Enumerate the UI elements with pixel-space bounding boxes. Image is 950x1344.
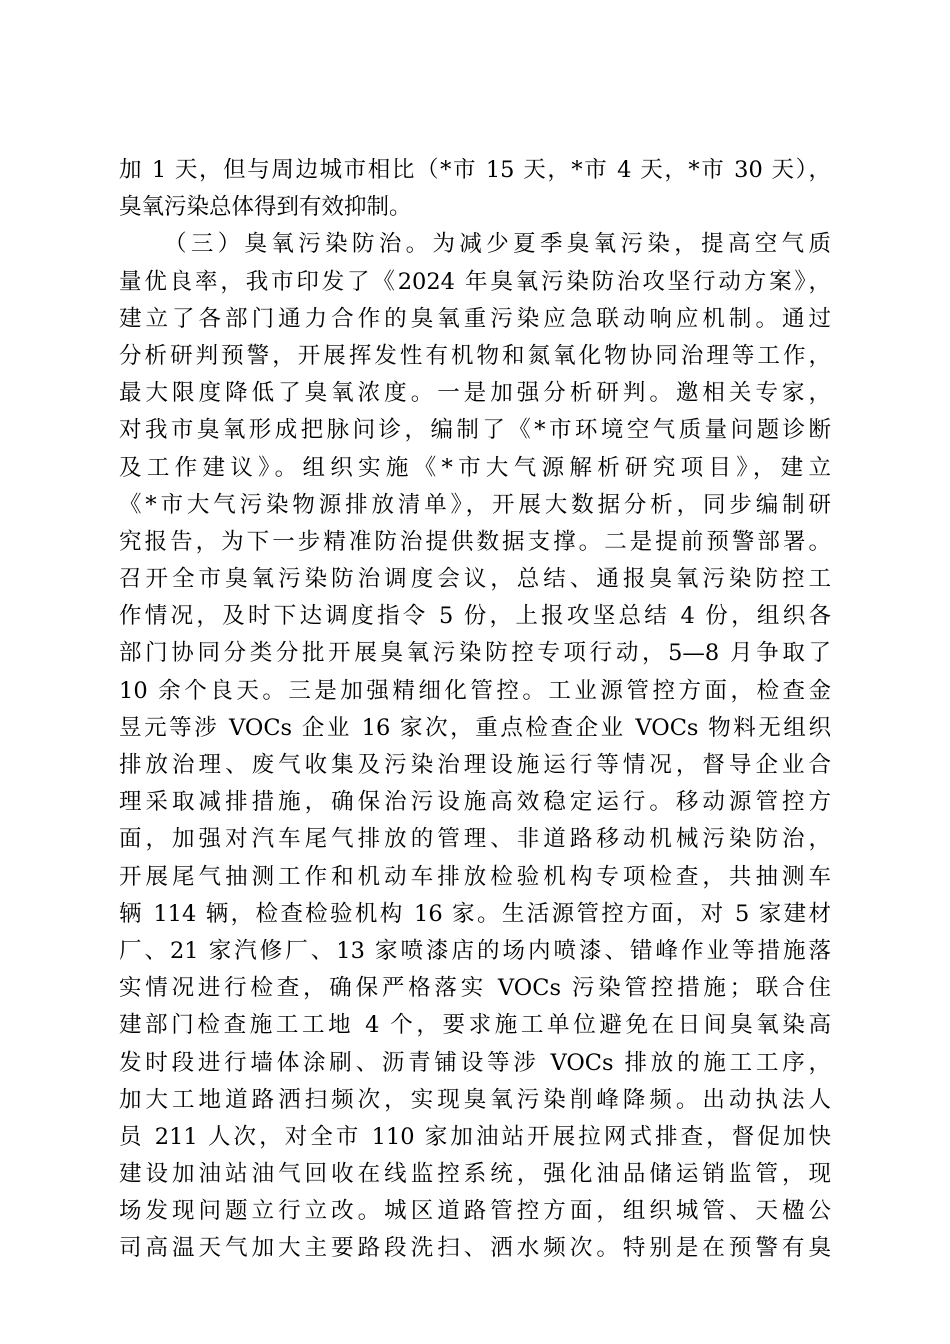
text-line: 司高温天气加大主要路段洗扫、洒水频次。特别是在预警有臭 <box>119 1235 831 1262</box>
text-line: 及工作建议》。组织实施《*市大气源解析研究项目》，建立 <box>119 454 831 481</box>
text-line: 建立了各部门通力合作的臭氧重污染应急联动响应机制。通过 <box>119 305 831 332</box>
text-line: 面，加强对汽车尾气排放的管理、非道路移动机械污染防治， <box>119 826 831 853</box>
text-line: 臭氧污染总体得到有效抑制。 <box>119 194 412 221</box>
text-line: 员 211 人次，对全市 110 家加油站开展拉网式排查，督促加快 <box>119 1123 831 1150</box>
text-line: 排放治理、废气收集及污染治理设施运行等情况，督导企业合 <box>119 752 831 778</box>
text-line: 作情况，及时下达调度指令 5 份，上报攻坚总结 4 份，组织各 <box>119 603 831 630</box>
text-line: 厂、21 家汽修厂、13 家喷漆店的场内喷漆、错峰作业等措施落 <box>119 937 831 964</box>
text-line: 部门协同分类分批开展臭氧污染防控专项行动，5—8 月争取了 <box>119 640 831 667</box>
text-line: 最大限度降低了臭氧浓度。一是加强分析研判。邀相关专家， <box>119 380 831 407</box>
text-line: 量优良率，我市印发了《2024 年臭氧污染防治攻坚行动方案》， <box>119 268 831 295</box>
text-line: 理采取减排措施，确保治污设施高效稳定运行。移动源管控方 <box>119 789 831 816</box>
text-line: 召开全市臭氧污染防治调度会议，总结、通报臭氧污染防控工 <box>119 566 831 593</box>
text-line: 分析研判预警，开展挥发性有机物和氮氧化物协同治理等工作， <box>119 342 831 369</box>
text-line: 开展尾气抽测工作和机动车排放检验机构专项检查，共抽测车 <box>119 863 831 890</box>
text-line: 究报告，为下一步精准防治提供数据支撑。二是提前预警部署。 <box>119 528 831 555</box>
text-line: 加大工地道路洒扫频次，实现臭氧污染削峰降频。出动执法人 <box>119 1086 831 1113</box>
text-line: 实情况进行检查，确保严格落实 VOCs 污染管控措施；联合住 <box>119 975 831 1002</box>
text-line: 对我市臭氧形成把脉问诊，编制了《*市环境空气质量问题诊断 <box>119 417 831 444</box>
text-line: 10 余个良天。三是加强精细化管控。工业源管控方面，检查金 <box>119 677 831 704</box>
paragraph-lead: 为减少夏季臭氧污染，提高空气质 <box>432 231 831 258</box>
text-line: 发时段进行墙体涂刷、沥青铺设等涉 VOCs 排放的施工工序， <box>119 1049 831 1076</box>
text-line-with-heading <box>119 226 831 263</box>
document-body <box>119 152 831 1268</box>
text-line: 场发现问题立行立改。城区道路管控方面，组织城管、天楹公 <box>119 1198 831 1225</box>
text-line: 昱元等涉 VOCs 企业 16 家次，重点检查企业 VOCs 物料无组织 <box>119 714 831 741</box>
text-line: 《*市大气污染物源排放清单》，开展大数据分析，同步编制研 <box>119 491 831 518</box>
text-line: 建部门检查施工工地 4 个，要求施工单位避免在日间臭氧染高 <box>119 1012 831 1039</box>
text-line: 建设加油站油气回收在线监控系统，强化油品储运销监管，现 <box>119 1161 831 1188</box>
text-line: 加 1 天，但与周边城市相比（*市 15 天，*市 4 天，*市 30 天）， <box>119 157 831 183</box>
text-line: 辆 114 辆，检查检验机构 16 家。生活源管控方面，对 5 家建材 <box>119 900 831 927</box>
section-heading: （三）臭氧污染防治。 <box>164 231 433 258</box>
